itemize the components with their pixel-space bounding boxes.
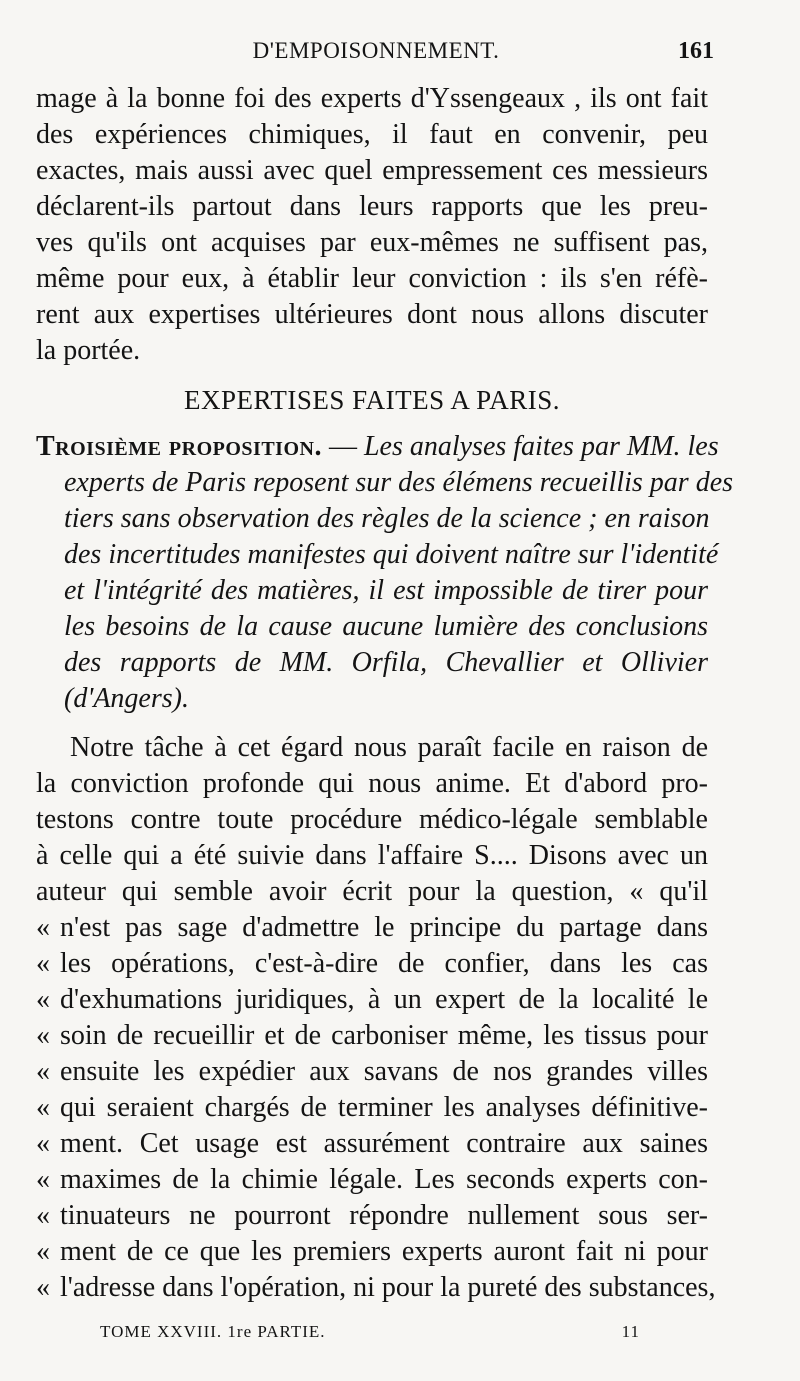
quote-line <box>36 1235 708 1269</box>
quote-line <box>36 1019 708 1053</box>
text-line: exactes, mais aussi avec quel empressement ces messieurs <box>36 155 708 186</box>
running-head: D'EMPOISONNEMENT. <box>252 38 500 63</box>
quote-text: d'exhumations juridiques, à un expert de la localité le <box>60 984 708 1015</box>
quote-line <box>36 1127 708 1161</box>
guillemet: « <box>36 1272 50 1303</box>
section-heading: EXPERTISES FAITES A PARIS. <box>184 385 560 415</box>
gathering-signature: 11 <box>621 1322 640 1341</box>
page-header <box>36 34 716 74</box>
quote-line <box>36 1271 716 1305</box>
text-line: la portée. <box>36 335 141 366</box>
page-number: 161 <box>678 38 714 64</box>
guillemet: « <box>36 912 50 943</box>
quote-text: tinuateurs ne pourront répondre nullement sous ser- <box>60 1200 708 1231</box>
quote-text: n'est pas sage d'admettre le principe du partage dans <box>60 912 708 943</box>
proposition-line: experts de Paris reposent sur des élémens recueillis par des <box>64 467 734 498</box>
text-line: ves qu'ils ont acquises par eux-mêmes ne suffisent pas, <box>36 227 708 258</box>
text-line: même pour eux, à établir leur conviction : ils s'en réfè- <box>36 263 708 294</box>
quote-text: ensuite les expédier aux savans de nos grandes villes <box>60 1056 708 1087</box>
guillemet: « <box>36 1056 50 1087</box>
quote-text: ment de ce que les premiers experts auront fait ni pour <box>60 1236 708 1267</box>
quote-line <box>36 1091 708 1125</box>
guillemet: « <box>36 1200 50 1231</box>
text-line: testons contre toute procédure médico-légale semblable <box>36 804 708 835</box>
text-line: rent aux expertises ultérieures dont nous allons discuter <box>36 299 708 330</box>
text-line: déclarent-ils partout dans leurs rapports que les preu- <box>36 191 708 222</box>
proposition-line: (d'Angers). <box>64 683 189 714</box>
quote-line <box>36 1199 708 1233</box>
quote-line <box>36 983 708 1017</box>
quote-text: maximes de la chimie légale. Les seconds experts con- <box>60 1164 708 1195</box>
quote-text: soin de recueillir et de carboniser même, les tissus pour <box>60 1020 708 1051</box>
proposition-text: Les analyses faites par MM. les <box>363 431 719 462</box>
guillemet: « <box>36 1128 50 1159</box>
text-line: la conviction profonde qui nous anime. Et d'abord pro- <box>36 768 708 799</box>
proposition-dash: — <box>321 431 364 462</box>
proposition-label: Troisième proposition. <box>36 431 322 462</box>
proposition-line: tiers sans observation des règles de la science ; en raison <box>64 503 710 534</box>
quote-text: les opérations, c'est-à-dire de confier, dans les cas <box>60 948 708 979</box>
proposition-line: et l'intégrité des matières, il est impossible de tirer pour <box>64 575 708 606</box>
quote-text: qui seraient chargés de terminer les analyses définitive- <box>60 1092 708 1123</box>
text-line: mage à la bonne foi des experts d'Yssengeaux , ils ont fait <box>36 83 708 114</box>
proposition-line: des incertitudes manifestes qui doivent naître sur l'identité <box>64 539 719 570</box>
quote-line <box>36 1163 708 1197</box>
proposition-first-line <box>36 430 719 464</box>
volume-signature: TOME XXVIII. 1re PARTIE. <box>100 1322 326 1341</box>
text-line: auteur qui semble avoir écrit pour la question, « qu'il <box>36 876 708 907</box>
guillemet: « <box>36 948 50 979</box>
proposition-line: des rapports de MM. Orfila, Chevallier et Ollivier <box>64 647 708 678</box>
quote-text: l'adresse dans l'opération, ni pour la pureté des substances, <box>60 1272 716 1303</box>
quote-line <box>36 911 708 945</box>
text-line: Notre tâche à cet égard nous paraît facile en raison de <box>70 732 708 763</box>
guillemet: « <box>36 1020 50 1051</box>
quote-line <box>36 947 708 981</box>
quote-text: ment. Cet usage est assurément contraire aux saines <box>60 1128 708 1159</box>
text-line: à celle qui a été suivie dans l'affaire S.... Disons avec un <box>36 840 708 871</box>
text-line: des expériences chimiques, il faut en convenir, peu <box>36 119 708 150</box>
quote-line <box>36 1055 708 1089</box>
guillemet: « <box>36 1164 50 1195</box>
guillemet: « <box>36 1236 50 1267</box>
guillemet: « <box>36 1092 50 1123</box>
guillemet: « <box>36 984 50 1015</box>
proposition-line: les besoins de la cause aucune lumière des conclusions <box>64 611 708 642</box>
